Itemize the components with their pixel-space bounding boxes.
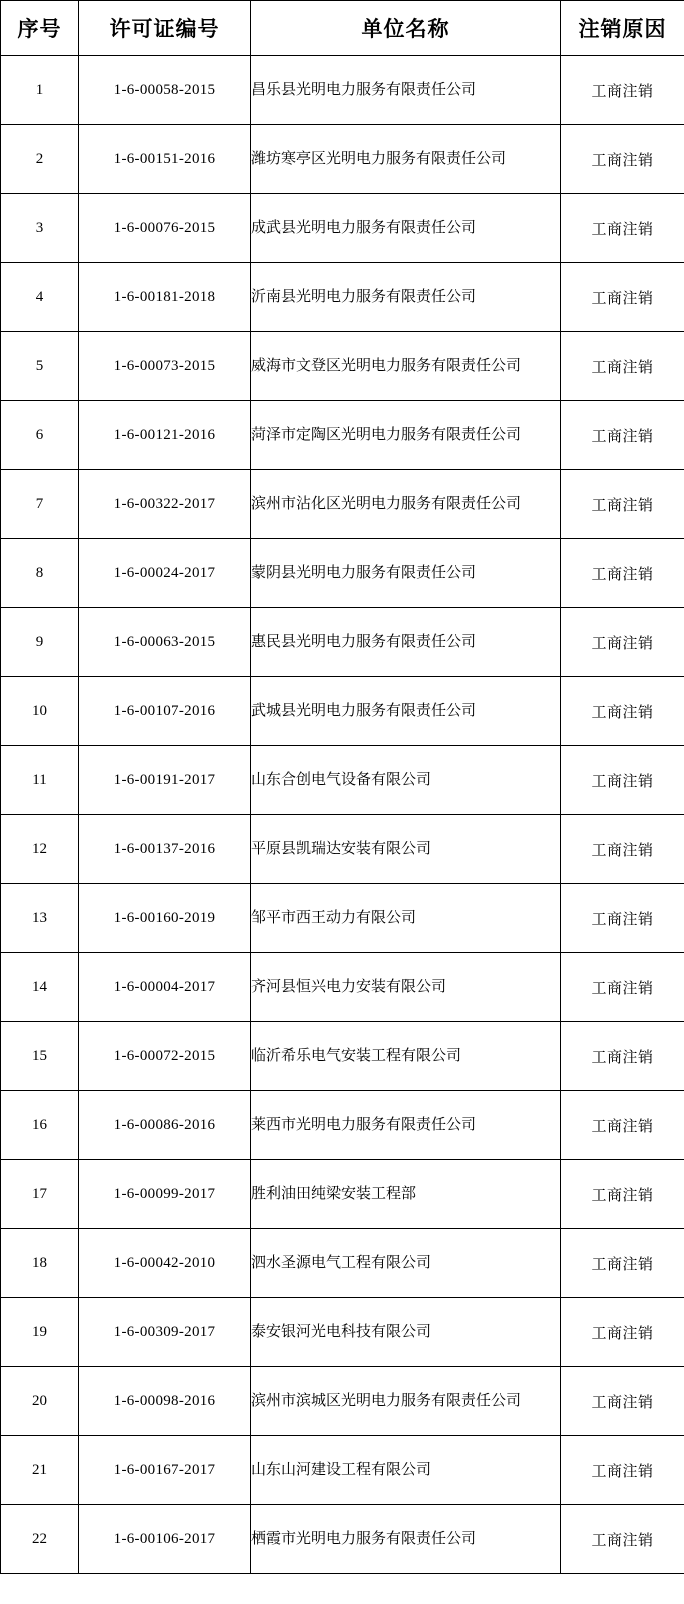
cell-reason: 工商注销 (561, 677, 684, 746)
table-row (1, 677, 684, 746)
table-row (1, 194, 684, 263)
cell-license: 1-6-00058-2015 (79, 56, 251, 125)
table-row (1, 125, 684, 194)
cell-reason: 工商注销 (561, 1298, 684, 1367)
cell-reason: 工商注销 (561, 332, 684, 401)
cell-name: 泗水圣源电气工程有限公司 (251, 1229, 561, 1298)
cell-reason: 工商注销 (561, 401, 684, 470)
table-row (1, 746, 684, 815)
cell-index: 22 (1, 1505, 79, 1574)
cell-license: 1-6-00042-2010 (79, 1229, 251, 1298)
cell-license: 1-6-00107-2016 (79, 677, 251, 746)
cell-name: 莱西市光明电力服务有限责任公司 (251, 1091, 561, 1160)
table-row (1, 539, 684, 608)
table-row (1, 1367, 684, 1436)
table-row (1, 1160, 684, 1229)
table-row (1, 608, 684, 677)
cell-reason: 工商注销 (561, 56, 684, 125)
cell-name: 蒙阴县光明电力服务有限责任公司 (251, 539, 561, 608)
table-row (1, 470, 684, 539)
cell-reason: 工商注销 (561, 1367, 684, 1436)
table-row (1, 1505, 684, 1574)
cell-name: 滨州市沾化区光明电力服务有限责任公司 (251, 470, 561, 539)
cell-index: 18 (1, 1229, 79, 1298)
cell-index: 15 (1, 1022, 79, 1091)
cell-license: 1-6-00322-2017 (79, 470, 251, 539)
table-row (1, 1298, 684, 1367)
cell-license: 1-6-00076-2015 (79, 194, 251, 263)
cell-reason: 工商注销 (561, 470, 684, 539)
cell-index: 19 (1, 1298, 79, 1367)
cell-reason: 工商注销 (561, 746, 684, 815)
table-row (1, 56, 684, 125)
cell-name: 山东合创电气设备有限公司 (251, 746, 561, 815)
table-row (1, 401, 684, 470)
cell-name: 山东山河建设工程有限公司 (251, 1436, 561, 1505)
table-body (1, 56, 684, 1574)
cell-index: 16 (1, 1091, 79, 1160)
cell-index: 8 (1, 539, 79, 608)
cell-name: 胜利油田纯梁安装工程部 (251, 1160, 561, 1229)
cell-license: 1-6-00167-2017 (79, 1436, 251, 1505)
cell-reason: 工商注销 (561, 608, 684, 677)
cell-reason: 工商注销 (561, 815, 684, 884)
cell-reason: 工商注销 (561, 953, 684, 1022)
cell-index: 3 (1, 194, 79, 263)
cell-index: 2 (1, 125, 79, 194)
cell-name: 武城县光明电力服务有限责任公司 (251, 677, 561, 746)
cell-license: 1-6-00160-2019 (79, 884, 251, 953)
table-row (1, 815, 684, 884)
cell-name: 邹平市西王动力有限公司 (251, 884, 561, 953)
cell-reason: 工商注销 (561, 194, 684, 263)
cell-index: 6 (1, 401, 79, 470)
cell-index: 4 (1, 263, 79, 332)
cell-index: 1 (1, 56, 79, 125)
cell-index: 13 (1, 884, 79, 953)
cell-license: 1-6-00072-2015 (79, 1022, 251, 1091)
cell-index: 11 (1, 746, 79, 815)
cell-license: 1-6-00191-2017 (79, 746, 251, 815)
cell-index: 9 (1, 608, 79, 677)
column-header-name: 单位名称 (251, 1, 561, 56)
cell-name: 平原县凯瑞达安装有限公司 (251, 815, 561, 884)
table-row (1, 1022, 684, 1091)
column-header-license: 许可证编号 (79, 1, 251, 56)
cell-name: 临沂希乐电气安装工程有限公司 (251, 1022, 561, 1091)
table-row (1, 263, 684, 332)
cell-reason: 工商注销 (561, 1436, 684, 1505)
cell-license: 1-6-00073-2015 (79, 332, 251, 401)
cell-name: 齐河县恒兴电力安装有限公司 (251, 953, 561, 1022)
cell-license: 1-6-00086-2016 (79, 1091, 251, 1160)
cell-name: 沂南县光明电力服务有限责任公司 (251, 263, 561, 332)
table-row (1, 953, 684, 1022)
cell-index: 17 (1, 1160, 79, 1229)
cell-reason: 工商注销 (561, 125, 684, 194)
cell-reason: 工商注销 (561, 539, 684, 608)
table-row (1, 1229, 684, 1298)
cell-name: 成武县光明电力服务有限责任公司 (251, 194, 561, 263)
cell-reason: 工商注销 (561, 1091, 684, 1160)
cell-name: 滨州市滨城区光明电力服务有限责任公司 (251, 1367, 561, 1436)
cell-reason: 工商注销 (561, 1160, 684, 1229)
cell-index: 12 (1, 815, 79, 884)
cell-name: 惠民县光明电力服务有限责任公司 (251, 608, 561, 677)
cell-name: 潍坊寒亭区光明电力服务有限责任公司 (251, 125, 561, 194)
cell-license: 1-6-00063-2015 (79, 608, 251, 677)
table-header-row (1, 1, 684, 56)
cell-license: 1-6-00004-2017 (79, 953, 251, 1022)
column-header-reason: 注销原因 (561, 1, 684, 56)
cell-reason: 工商注销 (561, 263, 684, 332)
cell-index: 5 (1, 332, 79, 401)
cell-license: 1-6-00181-2018 (79, 263, 251, 332)
cell-reason: 工商注销 (561, 1229, 684, 1298)
table-row (1, 1091, 684, 1160)
cell-name: 栖霞市光明电力服务有限责任公司 (251, 1505, 561, 1574)
table-row (1, 884, 684, 953)
cell-license: 1-6-00121-2016 (79, 401, 251, 470)
cell-reason: 工商注销 (561, 884, 684, 953)
cell-index: 20 (1, 1367, 79, 1436)
cell-name: 昌乐县光明电力服务有限责任公司 (251, 56, 561, 125)
cell-index: 21 (1, 1436, 79, 1505)
cell-license: 1-6-00309-2017 (79, 1298, 251, 1367)
cell-reason: 工商注销 (561, 1022, 684, 1091)
table-row (1, 1436, 684, 1505)
cell-name: 泰安银河光电科技有限公司 (251, 1298, 561, 1367)
cell-index: 7 (1, 470, 79, 539)
table-row (1, 332, 684, 401)
cell-license: 1-6-00098-2016 (79, 1367, 251, 1436)
cell-license: 1-6-00024-2017 (79, 539, 251, 608)
table-header (1, 1, 684, 56)
column-header-index: 序号 (1, 1, 79, 56)
cell-license: 1-6-00137-2016 (79, 815, 251, 884)
cell-license: 1-6-00151-2016 (79, 125, 251, 194)
cell-license: 1-6-00106-2017 (79, 1505, 251, 1574)
cell-license: 1-6-00099-2017 (79, 1160, 251, 1229)
cell-name: 菏泽市定陶区光明电力服务有限责任公司 (251, 401, 561, 470)
cell-name: 威海市文登区光明电力服务有限责任公司 (251, 332, 561, 401)
cell-index: 10 (1, 677, 79, 746)
cell-reason: 工商注销 (561, 1505, 684, 1574)
cell-index: 14 (1, 953, 79, 1022)
